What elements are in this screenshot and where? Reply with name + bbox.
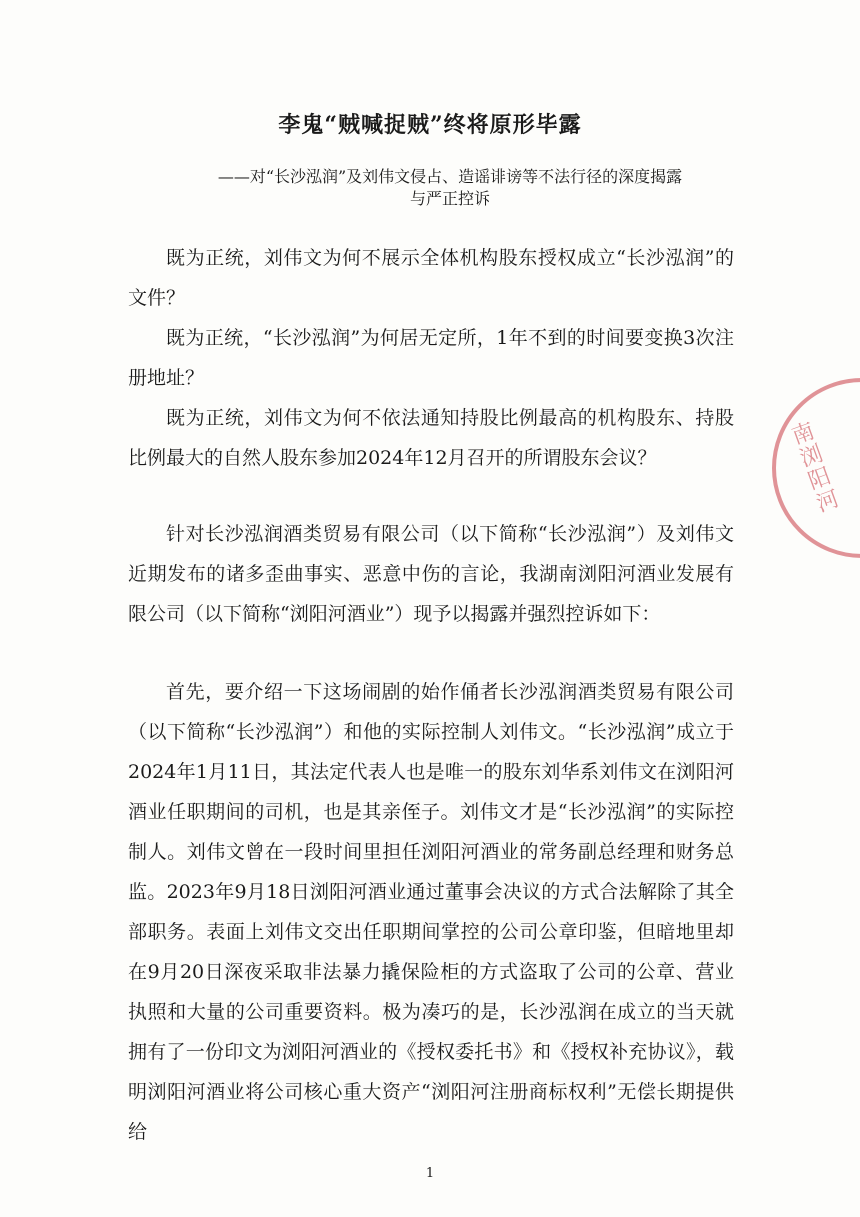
first-paragraph: 首先，要介绍一下这场闹剧的始作俑者长沙泓润酒类贸易有限公司（以下简称“长沙泓润”）和他的实际控制人刘伟文。“长沙泓润”成立于2024年1月11日，其法定代表人也是唯一的股东刘华系刘伟文在浏阳河酒业任职期间的司机，也是其亲侄子。刘伟文才是“长沙泓润”的实际控制人。刘伟文曾在一段时间里担任浏阳河酒业的常务副总经理和财务总监。2023年9月18日浏阳河酒业通过董事会决议的方式合法解除了其全部职务。表面上刘伟文交出任职期间掌控的公司公章印鉴，但暗地里却在9月20日深夜采取非法暴力撬保险柜的方式盗取了公司的公章、营业执照和大量的公司重要资料。极为凑巧的是，长沙泓润在成立的当天就拥有了一份印文为浏阳河酒业的《授权委托书》和《授权补充协议》，载明浏阳河酒业将公司核心重大资产“浏阳河注册商标权利”无偿长期提供给 (128, 681, 734, 1143)
company-seal-stamp (772, 378, 860, 558)
subtitle-line-1: ——对“长沙泓润”及刘伟文侵占、造谣诽谤等不法行径的深度揭露 (217, 167, 683, 186)
first-section (128, 672, 734, 1152)
intro-section (128, 514, 734, 634)
subtitle-line-2: 与严正控诉 (409, 189, 490, 208)
questions-section (128, 238, 734, 478)
page-number: 1 (425, 1166, 435, 1181)
document-title: 李鬼“贼喊捉贼”终将原形毕露 (278, 112, 582, 138)
document-subtitle (160, 166, 740, 210)
question-paragraph: 既为正统，刘伟文为何不展示全体机构股东授权成立“长沙泓润”的文件？ (128, 247, 734, 309)
seal-text: 南浏阳河 (785, 418, 842, 518)
question-paragraph: 既为正统，“长沙泓润”为何居无定所，1年不到的时间要变换3次注册地址？ (128, 327, 734, 389)
intro-paragraph: 针对长沙泓润酒类贸易有限公司（以下简称“长沙泓润”）及刘伟文近期发布的诸多歪曲事实、恶意中伤的言论，我湖南浏阳河酒业发展有限公司（以下简称“浏阳河酒业”）现予以揭露并强烈控诉如下： (128, 523, 734, 625)
question-paragraph: 既为正统，刘伟文为何不依法通知持股比例最高的机构股东、持股比例最大的自然人股东参加2024年12月召开的所谓股东会议？ (128, 407, 734, 469)
